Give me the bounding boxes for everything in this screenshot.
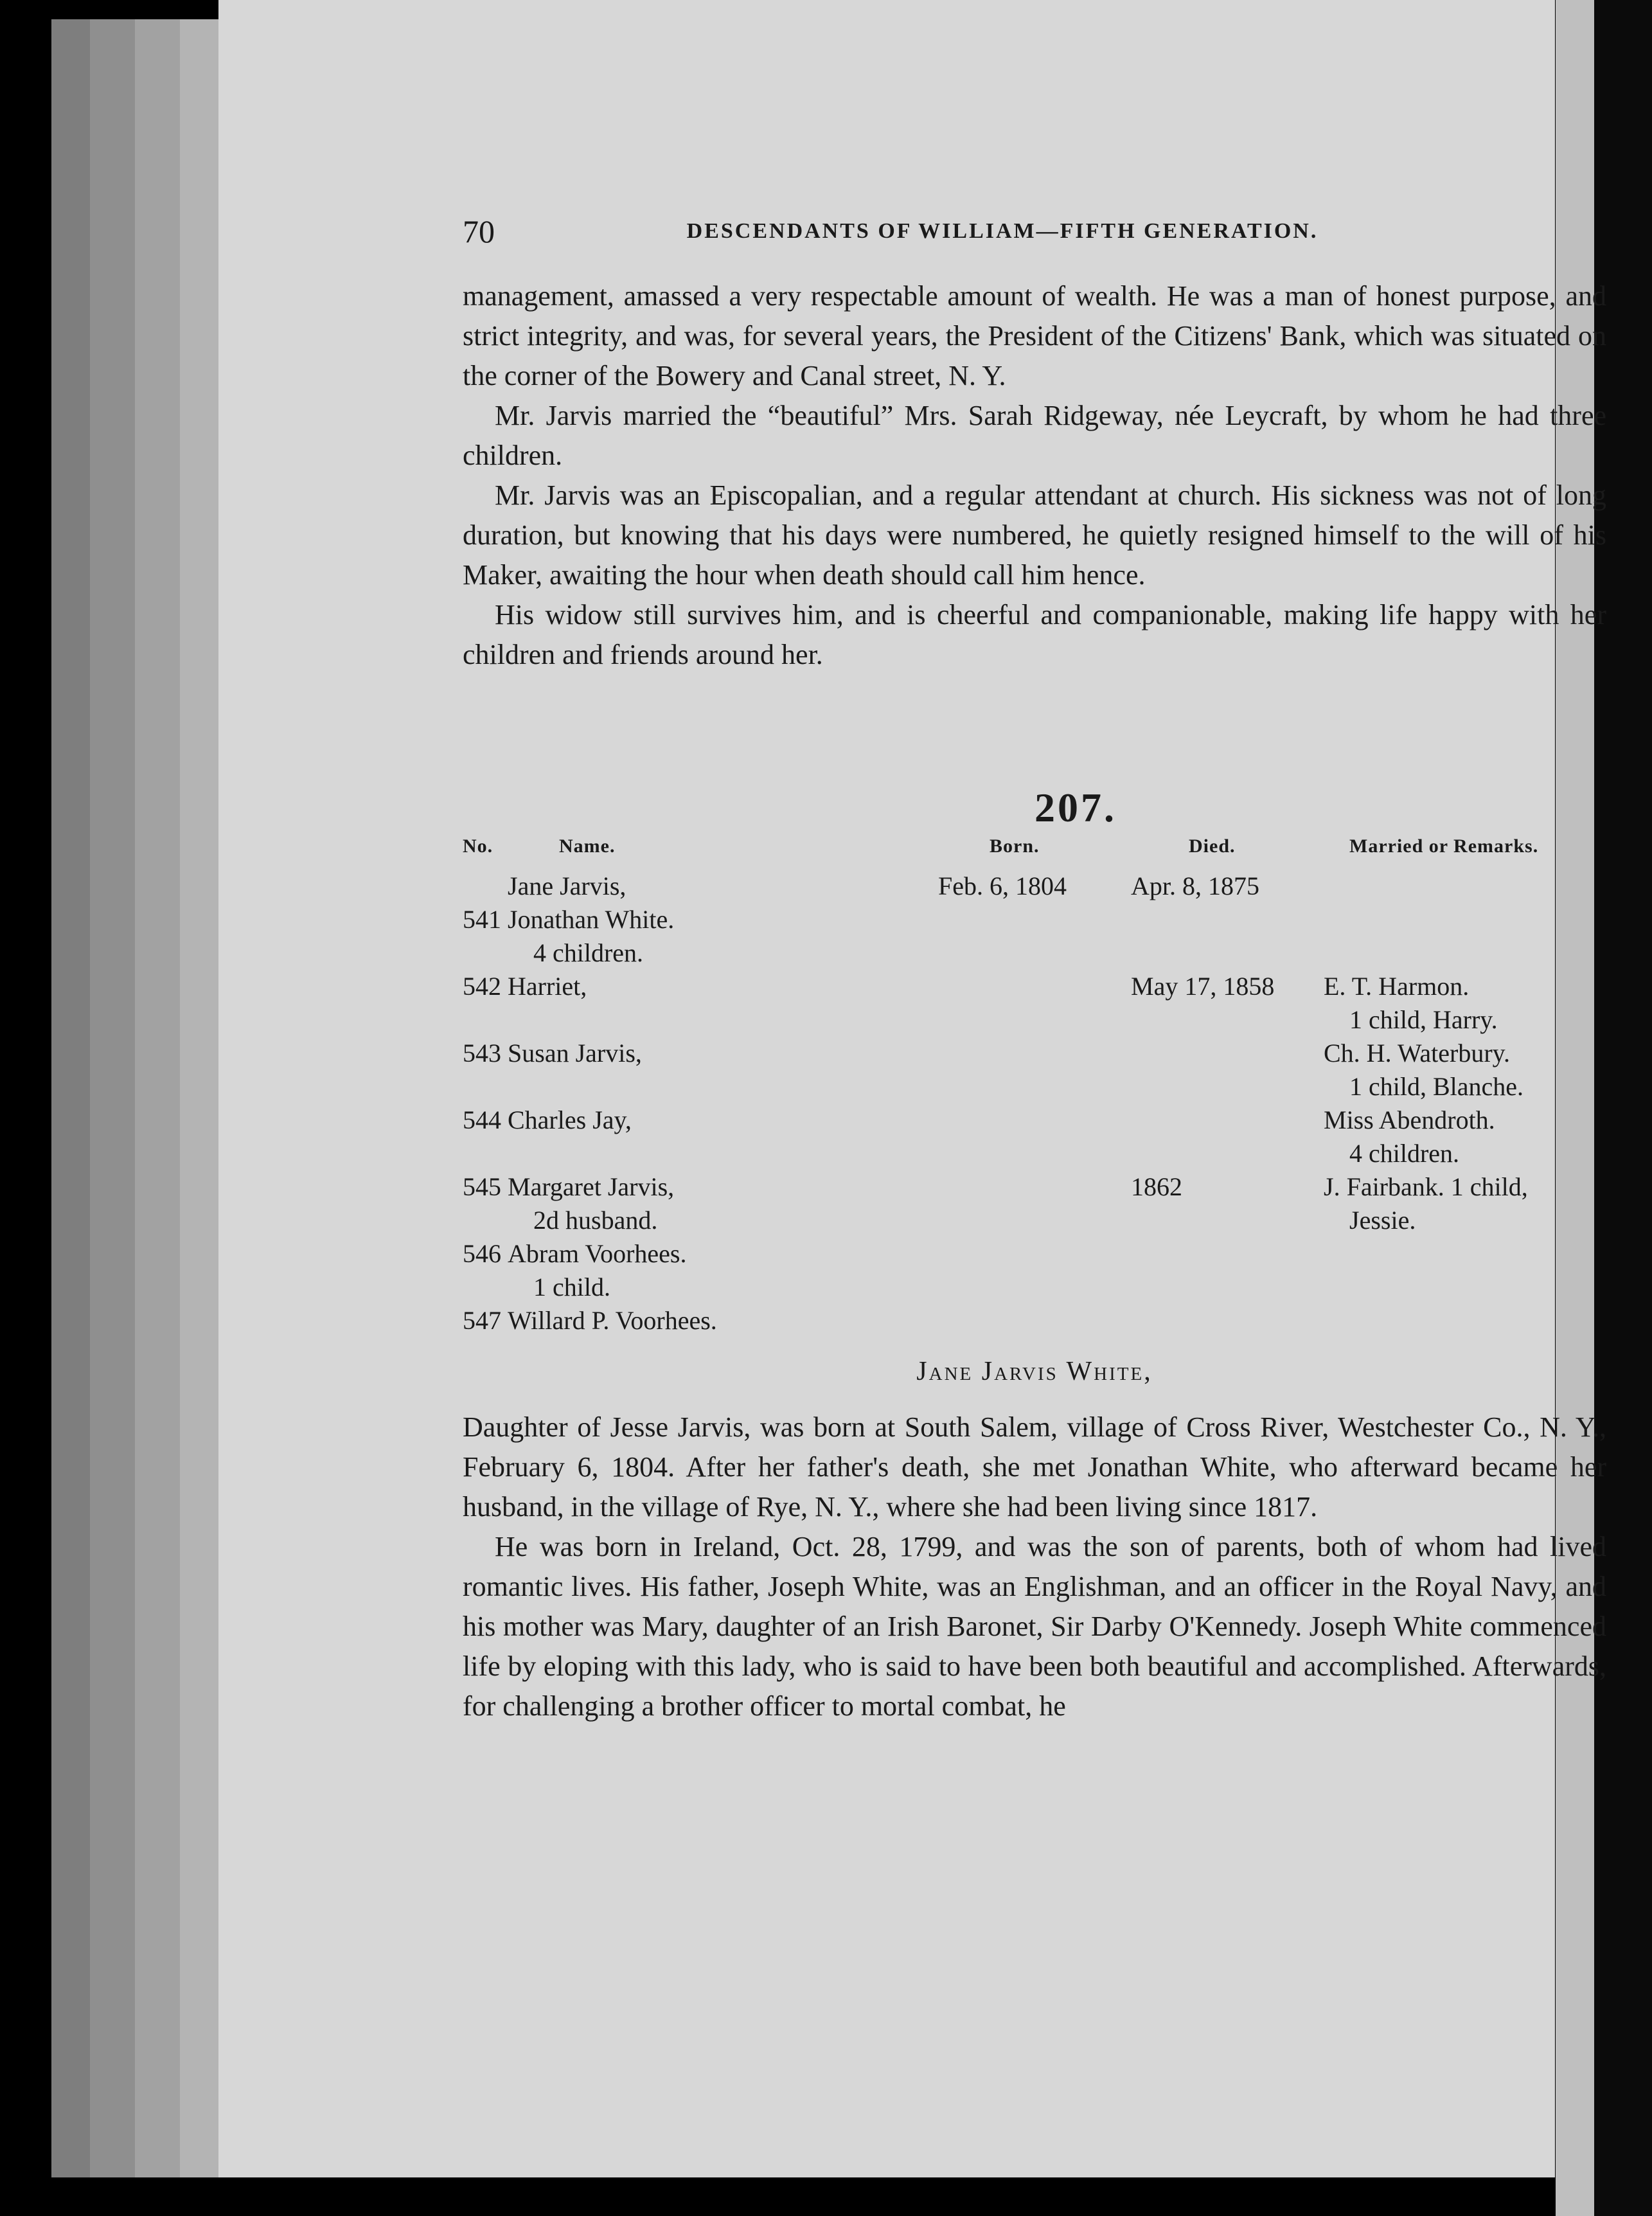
row-remarks: Miss Abendroth. [1324,1105,1495,1134]
page-number: 70 [463,213,495,249]
row-number: 543 [463,1039,501,1068]
row-born: Feb. 6, 1804 [938,871,1067,900]
page-edge [51,19,93,2177]
paragraph: His widow still survives him, and is cheerful and companionable, making life happy with her children and friends around her. [463,599,1606,670]
paragraph: Mr. Jarvis married the “beautiful” Mrs. Sarah Ridgeway, née Leycraft, by whom he had three children. [463,400,1606,471]
row-remarks: 1 child, Harry. [1349,1005,1498,1034]
row-name: 2d husband. [533,1206,658,1235]
row-name: Margaret Jarvis, [508,1172,675,1201]
person-heading: Jane Jarvis White, [916,1357,1153,1386]
book-page [218,0,1606,2177]
row-number: 541 [463,905,501,934]
column-header-no: No. [463,835,493,857]
row-died: May 17, 1858 [1131,972,1275,1001]
row-remarks: 4 children. [1349,1139,1460,1168]
row-name: Jonathan White. [508,905,675,934]
row-name: 4 children. [533,938,644,967]
row-name: Susan Jarvis, [508,1039,642,1068]
column-header-born: Born. [990,835,1040,857]
section-number: 207. [1035,785,1117,830]
row-number: 544 [463,1105,501,1134]
paragraph: Daughter of Jesse Jarvis, was born at South Salem, village of Cross River, Westchester Co., N. Y., February 6, 1804. After her father's death, she met Jonathan White, who afterward became her husband, in the village of Rye, N. Y., where she had been living since 1817. [463,1411,1606,1523]
row-died: 1862 [1131,1172,1182,1201]
row-number: 545 [463,1172,501,1201]
intro-text [463,276,1606,675]
row-name: Charles Jay, [508,1105,632,1134]
page-edge [90,19,138,2177]
biography-text [463,1407,1606,1726]
row-number: 547 [463,1306,501,1335]
row-name: 1 child. [533,1273,610,1301]
page-edge [135,19,182,2177]
row-name: Harriet, [508,972,587,1001]
row-number: 542 [463,972,501,1001]
paragraph: Mr. Jarvis was an Episcopalian, and a regular attendant at church. His sickness was not of long duration, but knowing that his days were numbered, he quietly resigned himself to the will of his Maker, awaiting the hour when death should call him hence. [463,479,1606,591]
running-title: DESCENDANTS OF WILLIAM—FIFTH GENERATION. [686,219,1319,243]
column-header-remarks: Married or Remarks. [1349,835,1539,857]
column-header-died: Died. [1189,835,1236,857]
column-header-name: Name. [559,835,616,857]
row-name: Jane Jarvis, [508,871,626,900]
row-remarks: Jessie. [1349,1206,1416,1235]
paragraph: management, amassed a very respectable amount of wealth. He was a man of honest purpose, and strict integrity, and was, for several years, the President of the Citizens' Bank, which was situated on the corner of the Bowery and Canal street, N. Y. [463,280,1606,391]
row-name: Willard P. Voorhees. [508,1306,717,1335]
row-name: Abram Voorhees. [508,1239,687,1268]
row-remarks: 1 child, Blanche. [1349,1072,1524,1101]
row-died: Apr. 8, 1875 [1131,871,1259,900]
row-remarks: J. Fairbank. 1 child, [1324,1172,1528,1201]
row-number: 546 [463,1239,501,1268]
row-remarks: E. T. Harmon. [1324,972,1470,1001]
paragraph: He was born in Ireland, Oct. 28, 1799, and was the son of parents, both of whom had lived romantic lives. His father, Joseph White, was an Englishman, and an officer in the Royal Navy, and his mother was Mary, daughter of an Irish Baronet, Sir Darby O'Kennedy. Joseph White commenced life by eloping with this lady, who is said to have been both beautiful and accomplished. Afterwards, for challenging a brother officer to mortal combat, he [463,1531,1606,1722]
page-edge [180,19,222,2177]
row-remarks: Ch. H. Waterbury. [1324,1039,1511,1068]
running-head [463,212,1465,251]
